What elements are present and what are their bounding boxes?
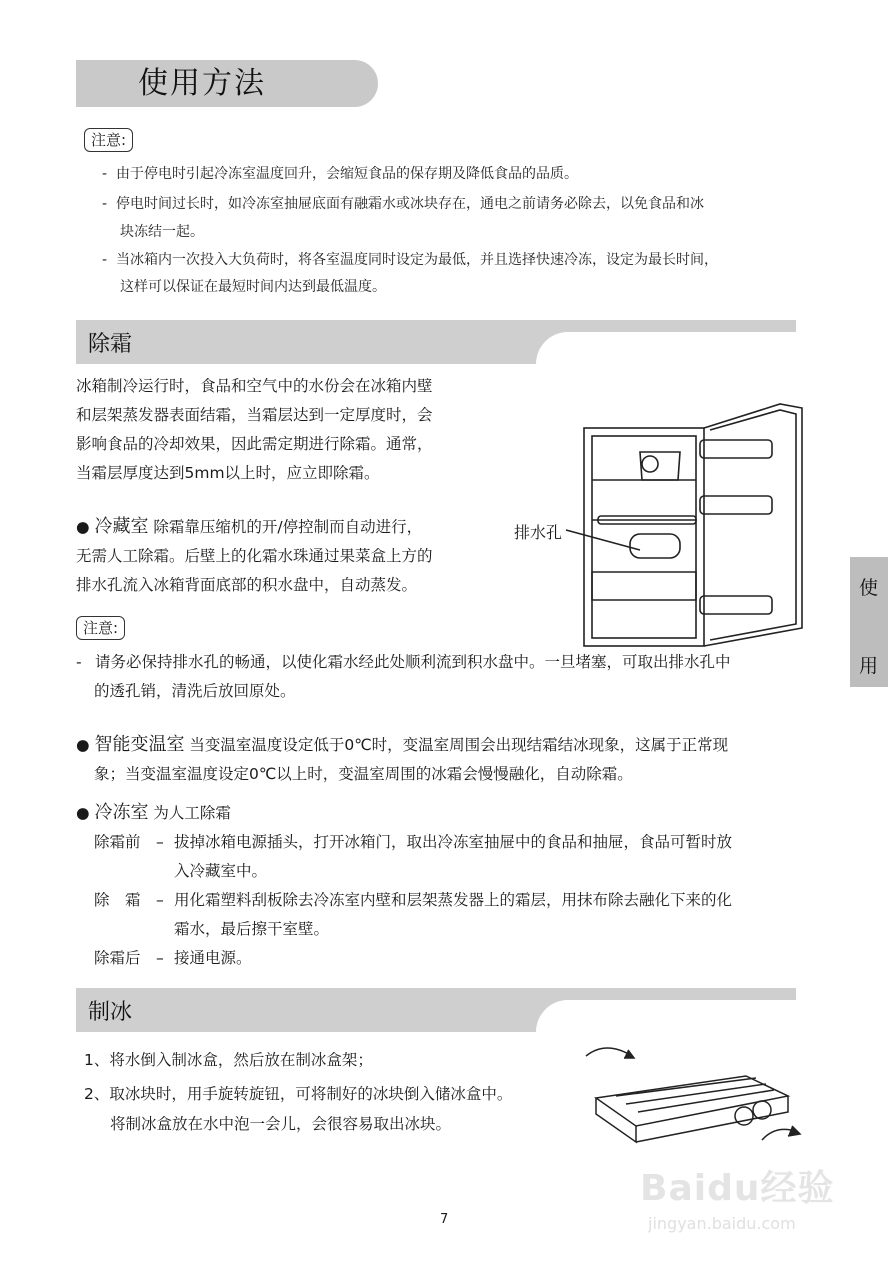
side-tab-char: 使 bbox=[859, 577, 879, 599]
defrost-paragraph: 冰箱制冷运行时，食品和空气中的水份会在冰箱内壁 和层架蒸发器表面结霜，当霜层达到一定厚度时，会 影响食品的冷却效果，因此需定期进行除霜。通常， 当霜层厚度达到5mm以上时，应立即除霜。 bbox=[76, 377, 433, 482]
bullet-icon: ● bbox=[76, 518, 90, 536]
freezer-step-label: 除霜前 bbox=[94, 833, 141, 851]
freezer-step-label: 除 霜 bbox=[94, 891, 141, 909]
ice-step-cont: 将制冰盒放在水中泡一会儿，会很容易取出冰块。 bbox=[110, 1115, 452, 1133]
freezer-step-label: 除霜后 bbox=[94, 949, 141, 967]
watermark-logo: Baidu经验 bbox=[640, 1168, 835, 1209]
note2-line: - 请务必保持排水孔的畅通，以使化霜水经此处顺利流到积水盘中。一旦堵塞，可取出排水孔中 bbox=[76, 653, 731, 671]
page-number: 7 bbox=[440, 1212, 449, 1227]
section-title: 除霜 bbox=[88, 332, 133, 357]
page-title: 使用方法 bbox=[138, 66, 266, 101]
ice-step: 1、将水倒入制冰盒，然后放在制冰盒架； bbox=[84, 1051, 373, 1069]
side-tab bbox=[850, 557, 888, 687]
note1-item: - 由于停电时引起冷冻室温度回升，会缩短食品的保存期及降低食品的品质。 bbox=[102, 166, 578, 182]
drain-hole-label: 排水孔 bbox=[514, 523, 563, 542]
section-title: 制冰 bbox=[88, 1000, 133, 1025]
note2-line-cont: 的透孔销，清洗后放回原处。 bbox=[94, 682, 296, 700]
note1-item: - 停电时间过长时，如冷冻室抽屉底面有融霜水或冰块存在，通电之前请务必除去，以免食品和冰 bbox=[102, 196, 704, 212]
freezer-step-during: 用化霜塑料刮板除去冷冻室内壁和层架蒸发器上的霜层，用抹布除去融化下来的化 霜水，最后擦干室壁。 bbox=[174, 891, 733, 938]
section-header-ice bbox=[76, 988, 796, 1032]
note1-item-cont: 块冻结一起。 bbox=[120, 224, 204, 240]
fridge-illustration bbox=[500, 400, 810, 650]
freezer-step-after: 接通电源。 bbox=[174, 949, 252, 967]
freezer-step-before: 拔掉冰箱电源插头，打开冰箱门，取出冷冻室抽屉中的食品和抽屉，食品可暂时放 入冷藏室中。 bbox=[174, 833, 733, 880]
side-tab-char: 用 bbox=[859, 655, 879, 677]
watermark-url: jingyan.baidu.com bbox=[648, 1214, 796, 1233]
step-dash: – bbox=[156, 949, 164, 967]
variable-room-defrost: ● 智能变温室 当变温室温度设定低于0℃时，变温室周围会出现结霜结冰现象，这属于正常现 象；当变温室温度设定0℃以上时，变温室周围的冰霜会慢慢融化，自动除霜。 bbox=[76, 734, 729, 783]
note1-item-cont: 这样可以保证在最短时间内达到最低温度。 bbox=[120, 279, 386, 295]
bullet-icon: ● bbox=[76, 804, 90, 822]
note-label: 注意: bbox=[76, 616, 125, 640]
freezer-title: ● 冷冻室 为人工除霜 bbox=[76, 802, 231, 823]
note-label: 注意: bbox=[84, 128, 133, 152]
section-header-defrost bbox=[76, 320, 796, 364]
step-dash: – bbox=[156, 833, 164, 851]
note1-item: - 当冰箱内一次投入大负荷时，将各室温度同时设定为最低，并且选择快速冷冻，设定为最长时间， bbox=[102, 252, 718, 268]
bullet-icon: ● bbox=[76, 736, 90, 754]
ice-tray-illustration bbox=[576, 1036, 808, 1156]
fridge-defrost: ● 冷藏室 除霜靠压缩机的开/停控制而自动进行， 无需人工除霜。后壁上的化霜水珠通过果菜盒上方的 排水孔流入冰箱背面底部的积水盘中，自动蒸发。 bbox=[76, 516, 433, 594]
step-dash: – bbox=[156, 891, 164, 909]
ice-step: 2、取冰块时，用手旋转旋钮，可将制好的冰块倒入储冰盒中。 bbox=[84, 1085, 513, 1103]
